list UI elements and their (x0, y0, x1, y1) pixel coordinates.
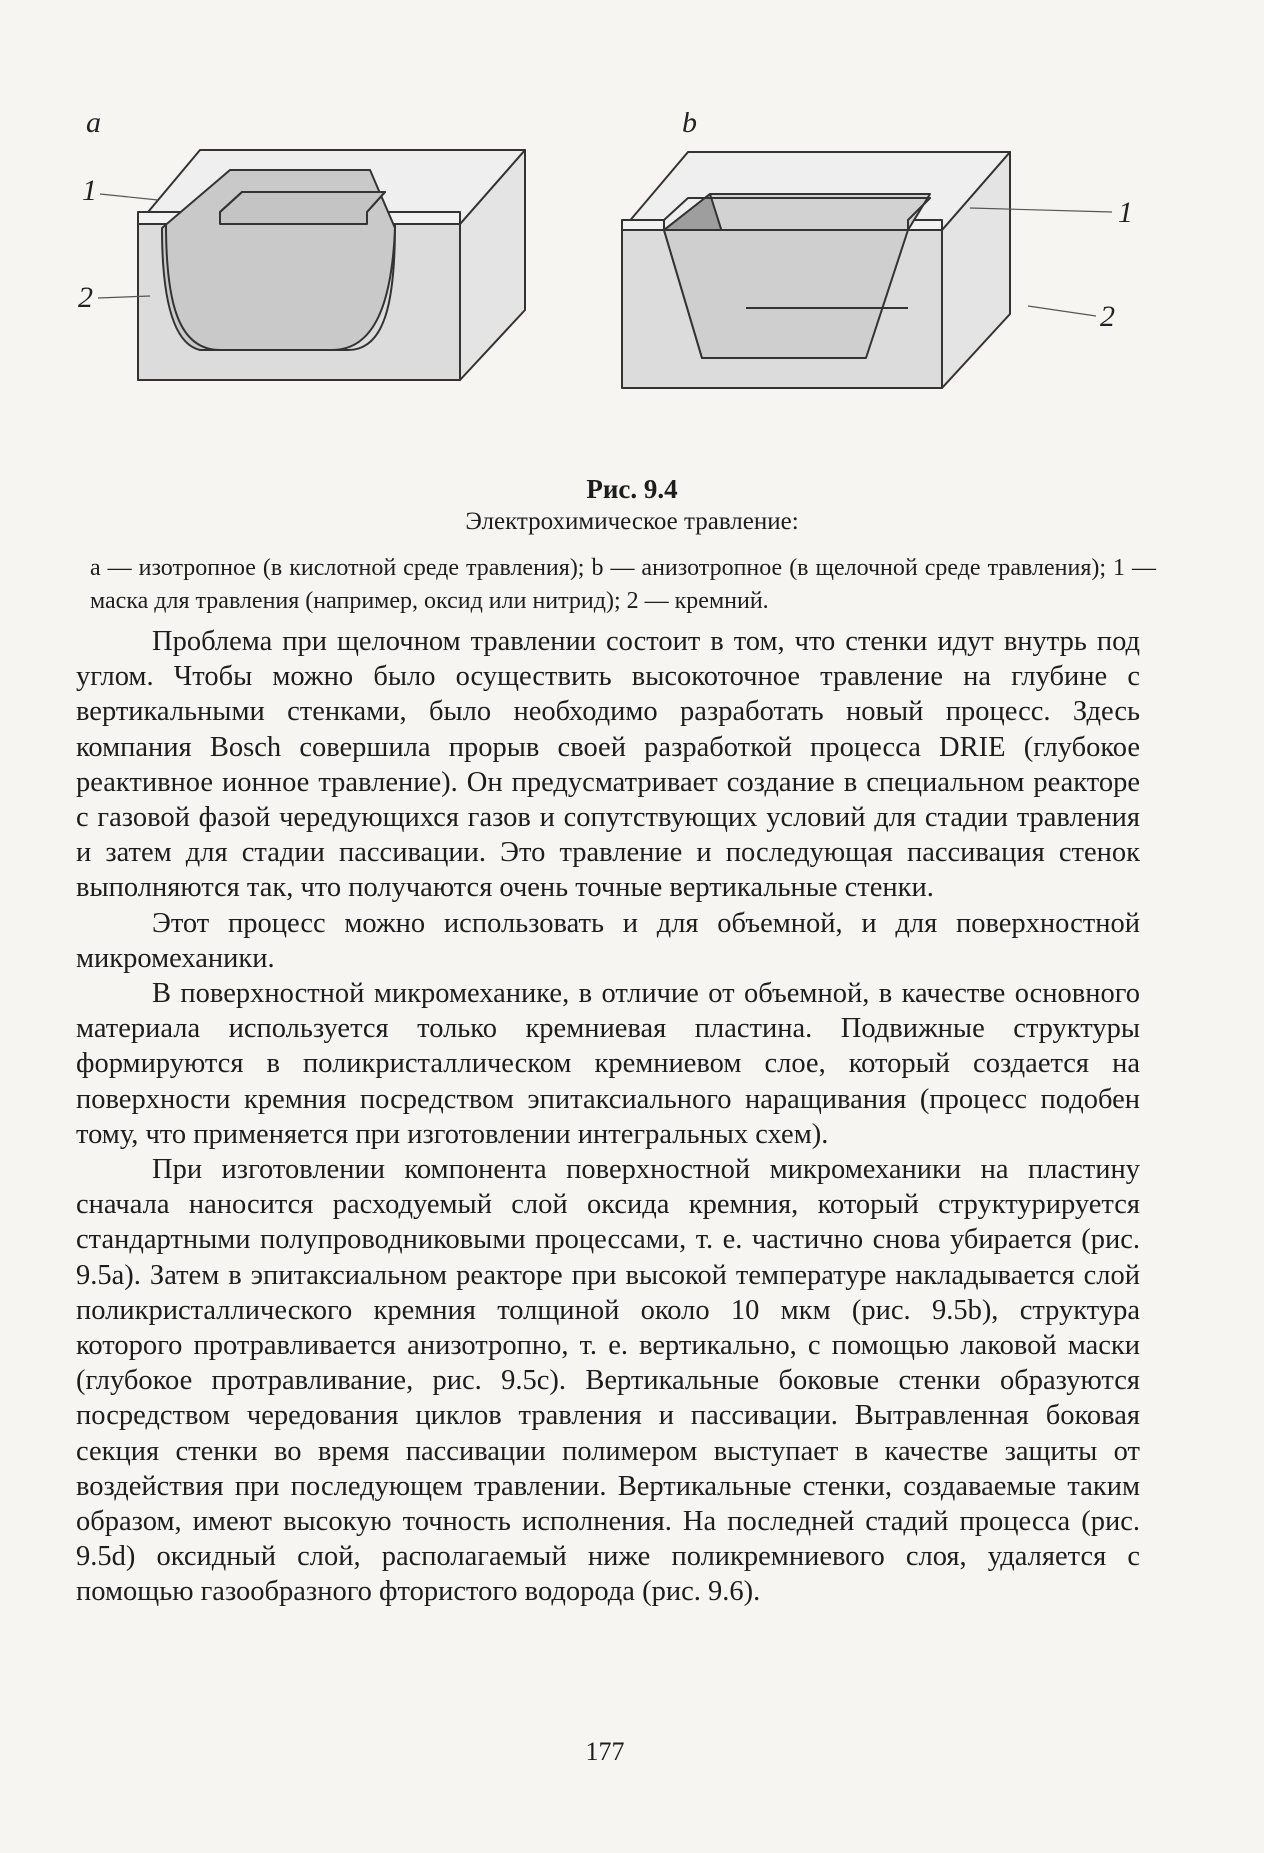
paragraph: При изготовлении компонента поверхностной микромеханики на пластину сначала наносится расходуемый слой оксида кремния, который структурируется стандартными полупроводниковыми процессами, т. е. частично снова убирается (рис. 9.5a). Затем в эпитаксиальном реакторе при высокой температуре накладывается слой поликристаллического кремния толщиной около 10 мкм (рис. 9.5b), структура которого протравливается анизотропно, т. е. вертикально, с помощью лаковой маски (глубокое протравливание, рис. 9.5c). Вертикальные боковые стенки образуются посредством чередования циклов травления и пассивации. Вытравленная боковая секция стенки во время пассивации полимером выступает в качестве защиты от воздействия при последующем травлении. Вертикальные стенки, создаваемые таким образом, имеют высокую точность исполнения. На последней стадий процесса (рис. 9.5d) оксидный слой, располагаемый ниже поликремниевого слоя, удаляется с помощью газообразного фтористого водорода (рис. 9.6). (76, 1154, 1140, 1608)
legend-text: a — изотропное (в кислотной среде травления); b — анизотропное (в щелочной среде травления); 1 — маска для травления (например, оксид или нитрид); 2 — кремний. (90, 555, 1156, 614)
mask-opening-a (220, 192, 385, 224)
callout-2-a: 2 (78, 281, 93, 314)
paragraph: Проблема при щелочном травлении состоит в том, что стенки идут внутрь под углом. Чтобы можно было осуществить высокоточное травление на глубине с вертикальными стенками, было необходимо разработать новый процесс. Здесь компания Bosch совершила прорыв своей разработкой процесса DRIE (глубокое реактивное ионное травление). Он предусматривает создание в специальном реакторе с газовой фазой чередующихся газов и сопутствующих условий для стадии травления и затем для стадии пассивации. Это травление и последующая пассивация стенок выполняются так, что получаются очень точные вертикальные стенки. (76, 626, 1140, 904)
label-b: b (682, 112, 697, 139)
paragraph: Этот процесс можно использовать и для объемной, и для поверхностной микромеханики. (76, 907, 1140, 974)
figure-legend (90, 552, 1156, 618)
leader-line-1-a (100, 194, 158, 200)
callout-1-a: 1 (82, 174, 97, 207)
anisotropic-cavity-front (664, 230, 908, 358)
body-text (76, 624, 1140, 1610)
etching-figure (70, 112, 1190, 482)
etching-diagram (70, 112, 1190, 482)
panel-b (622, 152, 1010, 388)
figure-caption-title: Рис. 9.4 (586, 474, 678, 504)
panel-a (138, 150, 525, 380)
page-number: 177 (585, 1737, 625, 1766)
callout-2-b: 2 (1100, 300, 1115, 333)
paragraph: В поверхностной микромеханике, в отличие от объемной, в качестве основного материала используется только кремниевая пластина. Подвижные структуры формируются в поликристаллическом кремниевом слое, который создается на поверхности кремния посредством эпитаксиального наращивания (процесс подобен тому, что применяется при изготовлении интегральных схем). (76, 978, 1140, 1150)
mask-edge-left-b (622, 220, 664, 230)
callout-1-b: 1 (1118, 196, 1133, 229)
figure-caption-subtitle: Электрохимическое травление: (465, 508, 799, 535)
leader-line-2-b (1028, 306, 1096, 316)
label-a: a (86, 112, 101, 139)
